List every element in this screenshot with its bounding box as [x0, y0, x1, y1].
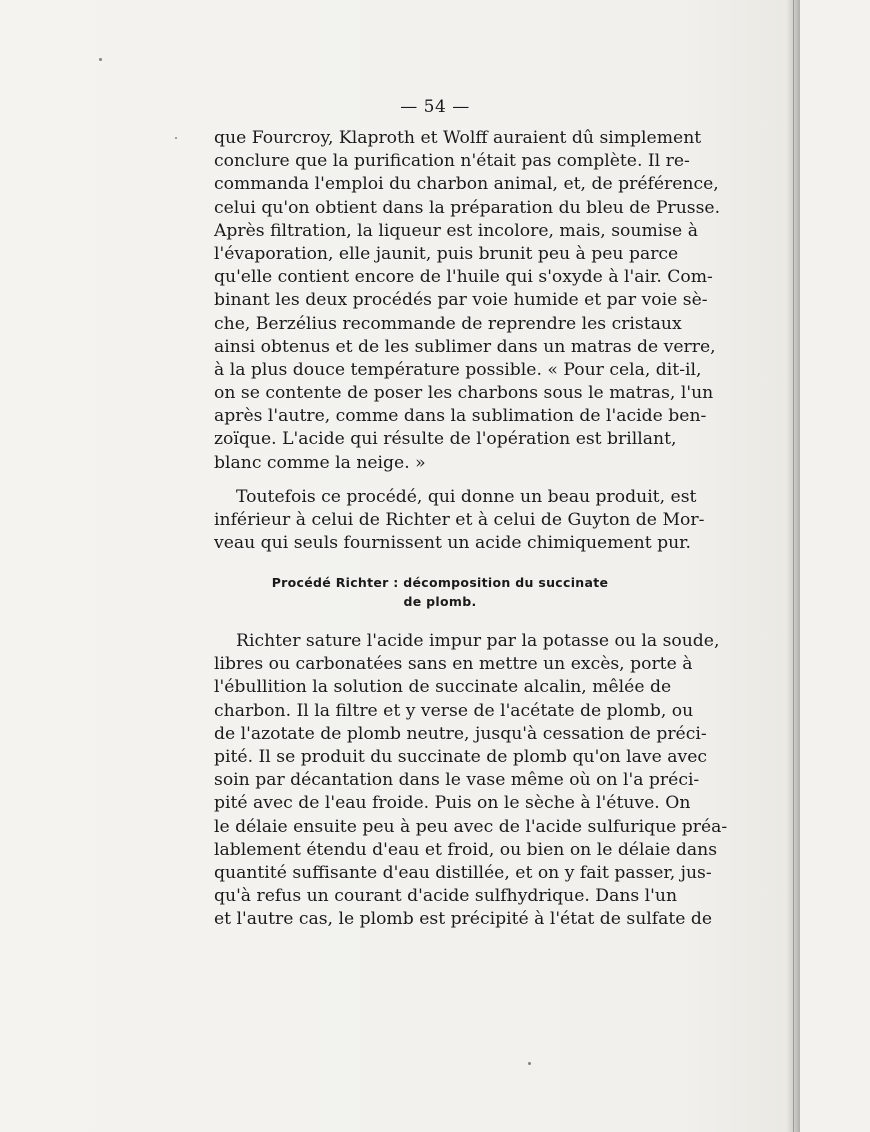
text-line: à la plus douce température possible. « Pour cela, dit-il, [214, 359, 702, 380]
text-line: lablement étendu d'eau et froid, ou bien on le délaie dans [214, 839, 718, 860]
text-line: commanda l'emploi du charbon animal, et, de préférence, [214, 174, 719, 195]
text-line: et l'autre cas, le plomb est précipité à l'état de sulfate de [214, 909, 713, 930]
text-line: pité avec de l'eau froide. Puis on le sèche à l'étuve. On [214, 793, 691, 814]
page-edge-line [793, 0, 794, 1132]
text-line: binant les deux procédés par voie humide et par voie sè- [214, 290, 708, 311]
text-line: celui qu'on obtient dans la préparation du bleu de Prusse. [214, 197, 721, 218]
text-line: l'évaporation, elle jaunit, puis brunit peu à peu parce [214, 243, 679, 264]
text-line: que Fourcroy, Klaproth et Wolff auraient dû simplement [214, 128, 702, 148]
section-heading-line: Procédé Richter : décomposition du succinate [271, 575, 609, 590]
paper-speck [175, 137, 177, 139]
text-line: charbon. Il la filtre et y verse de l'acétate de plomb, ou [214, 700, 694, 721]
text-line: veau qui seuls fournissent un acide chimiquement pur. [214, 533, 691, 554]
text-line: che, Berzélius recommande de reprendre les cristaux [214, 313, 682, 334]
text-line: qu'elle contient encore de l'huile qui s'oxyde à l'air. Com- [214, 267, 713, 288]
text-line: le délaie ensuite peu à peu avec de l'acide sulfurique préa- [214, 816, 728, 837]
text-line: soin par décantation dans le vase même où on l'a préci- [214, 770, 700, 791]
section-heading-line: de plomb. [403, 594, 477, 609]
text-line: pité. Il se produit du succinate de plomb qu'on lave avec [214, 746, 708, 767]
paragraph-2 [214, 486, 705, 556]
text-line: l'ébullition la solution de succinate alcalin, mêlée de [214, 677, 672, 698]
paragraph-1 [214, 127, 721, 475]
text-line: libres ou carbonatées sans en mettre un excès, porte à [214, 654, 693, 675]
text-line: qu'à refus un courant d'acide sulfhydrique. Dans l'un [214, 886, 678, 907]
text-line: ainsi obtenus et de les sublimer dans un matras de verre, [214, 336, 716, 357]
text-line: Après filtration, la liqueur est incolore, mais, soumise à [214, 220, 698, 241]
paper-speck [99, 58, 102, 61]
text-line: blanc comme la neige. » [214, 452, 426, 473]
paper-speck [528, 1062, 531, 1065]
text-line: inférieur à celui de Richter et à celui de Guyton de Mor- [214, 510, 705, 531]
text-line: zoïque. L'acide qui résulte de l'opération est brillant, [214, 429, 677, 450]
text-line: Toutefois ce procédé, qui donne un beau produit, est [236, 487, 697, 507]
text-line: Richter sature l'acide impur par la potasse ou la soude, [236, 631, 720, 651]
text-line: conclure que la purification n'était pas complète. Il re- [214, 151, 690, 172]
page-number: — 54 — [400, 97, 470, 117]
text-line: après l'autre, comme dans la sublimation de l'acide ben- [214, 406, 707, 427]
text-line: de l'azotate de plomb neutre, jusqu'à cessation de préci- [214, 723, 707, 744]
text-line: quantité suffisante d'eau distillée, et on y fait passer, jus- [214, 862, 712, 883]
paragraph-3 [214, 630, 728, 931]
text-line: on se contente de poser les charbons sous le matras, l'un [214, 383, 714, 404]
section-heading [214, 573, 666, 611]
